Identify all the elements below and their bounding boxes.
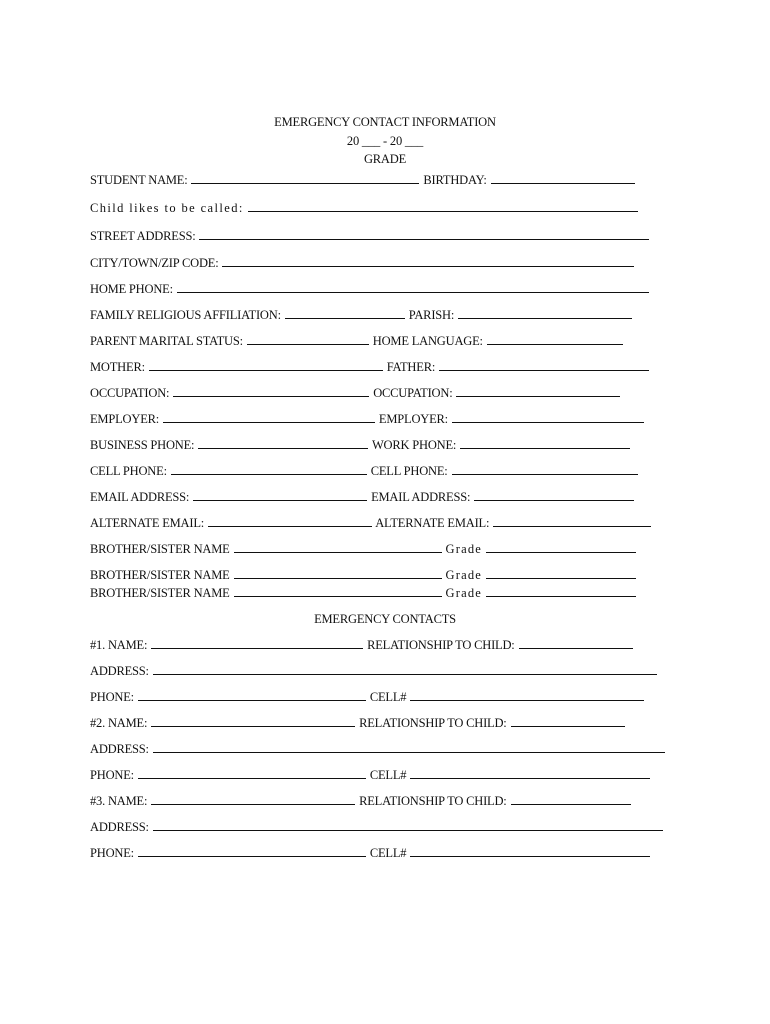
grade-heading: GRADE xyxy=(363,152,407,166)
cell-phone-field-1[interactable] xyxy=(171,464,367,475)
form-title: EMERGENCY CONTACT INFORMATION xyxy=(274,115,496,129)
label-birthday: BIRTHDAY: xyxy=(423,173,487,187)
label-work-phone: WORK PHONE: xyxy=(371,438,457,452)
row-cell-phone xyxy=(90,464,639,479)
child-likes-field[interactable] xyxy=(248,201,638,212)
row-city-zip xyxy=(90,256,635,271)
contact-2-cell-field[interactable] xyxy=(410,768,650,779)
contact-3-address-field[interactable] xyxy=(153,820,663,831)
row-business-phone xyxy=(90,438,631,453)
label-mother: MOTHER: xyxy=(90,360,145,374)
row-alternate-email xyxy=(90,516,652,531)
employer-field-2[interactable] xyxy=(452,412,644,423)
label-employer-1: EMPLOYER: xyxy=(90,412,160,426)
business-phone-field[interactable] xyxy=(198,438,368,449)
label-employer-2: EMPLOYER: xyxy=(378,412,448,426)
label-sibling-grade-1: Grade xyxy=(445,542,483,556)
contact-3-phone-field[interactable] xyxy=(138,846,366,857)
label-contact-3-cell: CELL# xyxy=(369,846,407,860)
alt-email-field-2[interactable] xyxy=(493,516,651,527)
row-occupation xyxy=(90,386,621,401)
label-email-2: EMAIL ADDRESS: xyxy=(371,490,471,504)
label-contact-2-address: ADDRESS: xyxy=(90,742,149,756)
row-student-name xyxy=(90,173,636,188)
street-address-field[interactable] xyxy=(199,229,649,240)
row-sibling-3 xyxy=(90,586,637,601)
sibling-name-field-2[interactable] xyxy=(234,568,442,579)
contact-2-phone-field[interactable] xyxy=(138,768,366,779)
city-zip-field[interactable] xyxy=(222,256,634,267)
row-contact-2-address xyxy=(90,742,666,757)
row-sibling-2 xyxy=(90,568,637,583)
email-field-2[interactable] xyxy=(474,490,634,501)
home-language-field[interactable] xyxy=(487,334,623,345)
label-contact-1-cell: CELL# xyxy=(369,690,407,704)
label-sibling-1: BROTHER/SISTER NAME xyxy=(90,542,230,556)
label-child-likes: Child likes to be called: xyxy=(90,201,244,215)
sibling-name-field-1[interactable] xyxy=(234,542,442,553)
row-contact-2-name xyxy=(90,716,626,731)
mother-field[interactable] xyxy=(149,360,383,371)
parish-field[interactable] xyxy=(458,308,632,319)
label-contact-2-phone: PHONE: xyxy=(90,768,134,782)
label-student-name: STUDENT NAME: xyxy=(90,173,188,187)
label-street-address: STREET ADDRESS: xyxy=(90,229,196,243)
row-contact-3-name xyxy=(90,794,632,809)
contact-1-cell-field[interactable] xyxy=(410,690,644,701)
birthday-field[interactable] xyxy=(491,173,635,184)
row-contact-1-name xyxy=(90,638,634,653)
label-alt-email-2: ALTERNATE EMAIL: xyxy=(375,516,490,530)
label-city-zip: CITY/TOWN/ZIP CODE: xyxy=(90,256,219,270)
student-name-field[interactable] xyxy=(191,173,419,184)
school-year-line: 20 ___ - 20 ___ xyxy=(346,134,424,148)
label-cell-phone-2: CELL PHONE: xyxy=(370,464,448,478)
row-child-likes xyxy=(90,201,639,216)
label-alt-email-1: ALTERNATE EMAIL: xyxy=(90,516,205,530)
row-sibling-1 xyxy=(90,542,637,557)
row-contact-3-address xyxy=(90,820,664,835)
occupation-field-2[interactable] xyxy=(456,386,620,397)
label-father: FATHER: xyxy=(386,360,436,374)
sibling-name-field-3[interactable] xyxy=(234,586,442,597)
label-occupation-1: OCCUPATION: xyxy=(90,386,170,400)
label-contact-3-address: ADDRESS: xyxy=(90,820,149,834)
sibling-grade-field-3[interactable] xyxy=(486,586,636,597)
work-phone-field[interactable] xyxy=(460,438,630,449)
row-contact-1-address xyxy=(90,664,658,679)
contact-1-phone-field[interactable] xyxy=(138,690,366,701)
label-sibling-3: BROTHER/SISTER NAME xyxy=(90,586,230,600)
label-contact-2-name: #2. NAME: xyxy=(90,716,148,730)
label-sibling-grade-2: Grade xyxy=(445,568,483,582)
row-street-address xyxy=(90,229,650,244)
row-email xyxy=(90,490,635,505)
label-home-phone: HOME PHONE: xyxy=(90,282,173,296)
label-sibling-2: BROTHER/SISTER NAME xyxy=(90,568,230,582)
label-email-1: EMAIL ADDRESS: xyxy=(90,490,190,504)
label-contact-1-name: #1. NAME: xyxy=(90,638,148,652)
home-phone-field[interactable] xyxy=(177,282,649,293)
row-employer xyxy=(90,412,645,427)
contact-2-address-field[interactable] xyxy=(153,742,665,753)
sibling-grade-field-2[interactable] xyxy=(486,568,636,579)
label-contact-1-address: ADDRESS: xyxy=(90,664,149,678)
label-contact-2-cell: CELL# xyxy=(369,768,407,782)
label-cell-phone-1: CELL PHONE: xyxy=(90,464,167,478)
label-business-phone: BUSINESS PHONE: xyxy=(90,438,195,452)
alt-email-field-1[interactable] xyxy=(208,516,372,527)
label-parish: PARISH: xyxy=(408,308,455,322)
row-contact-2-phone xyxy=(90,768,651,783)
row-contact-1-phone xyxy=(90,690,645,705)
label-occupation-2: OCCUPATION: xyxy=(373,386,453,400)
row-home-phone xyxy=(90,282,650,297)
contact-3-name-field[interactable] xyxy=(151,794,355,805)
label-contact-3-name: #3. NAME: xyxy=(90,794,148,808)
label-contact-3-relationship: RELATIONSHIP TO CHILD: xyxy=(359,794,507,808)
contact-2-name-field[interactable] xyxy=(151,716,355,727)
email-field-1[interactable] xyxy=(193,490,367,501)
contact-3-relationship-field[interactable] xyxy=(511,794,631,805)
label-contact-1-phone: PHONE: xyxy=(90,690,134,704)
occupation-field-1[interactable] xyxy=(173,386,369,397)
row-religious xyxy=(90,308,633,323)
sibling-grade-field-1[interactable] xyxy=(486,542,636,553)
contact-1-relationship-field[interactable] xyxy=(519,638,633,649)
label-contact-1-relationship: RELATIONSHIP TO CHILD: xyxy=(367,638,515,652)
label-contact-2-relationship: RELATIONSHIP TO CHILD: xyxy=(359,716,507,730)
contact-1-name-field[interactable] xyxy=(151,638,363,649)
label-contact-3-phone: PHONE: xyxy=(90,846,134,860)
father-field[interactable] xyxy=(439,360,649,371)
row-mother-father xyxy=(90,360,650,375)
marital-field[interactable] xyxy=(247,334,369,345)
label-marital: PARENT MARITAL STATUS: xyxy=(90,334,243,348)
contact-2-relationship-field[interactable] xyxy=(511,716,625,727)
religious-field[interactable] xyxy=(285,308,405,319)
employer-field-1[interactable] xyxy=(163,412,375,423)
contact-3-cell-field[interactable] xyxy=(410,846,650,857)
cell-phone-field-2[interactable] xyxy=(452,464,638,475)
contact-1-address-field[interactable] xyxy=(153,664,657,675)
label-religious: FAMILY RELIGIOUS AFFILIATION: xyxy=(90,308,281,322)
row-contact-3-phone xyxy=(90,846,651,861)
label-home-language: HOME LANGUAGE: xyxy=(372,334,483,348)
emergency-contacts-heading: EMERGENCY CONTACTS xyxy=(314,612,456,626)
row-marital xyxy=(90,334,624,349)
label-sibling-grade-3: Grade xyxy=(445,586,483,600)
